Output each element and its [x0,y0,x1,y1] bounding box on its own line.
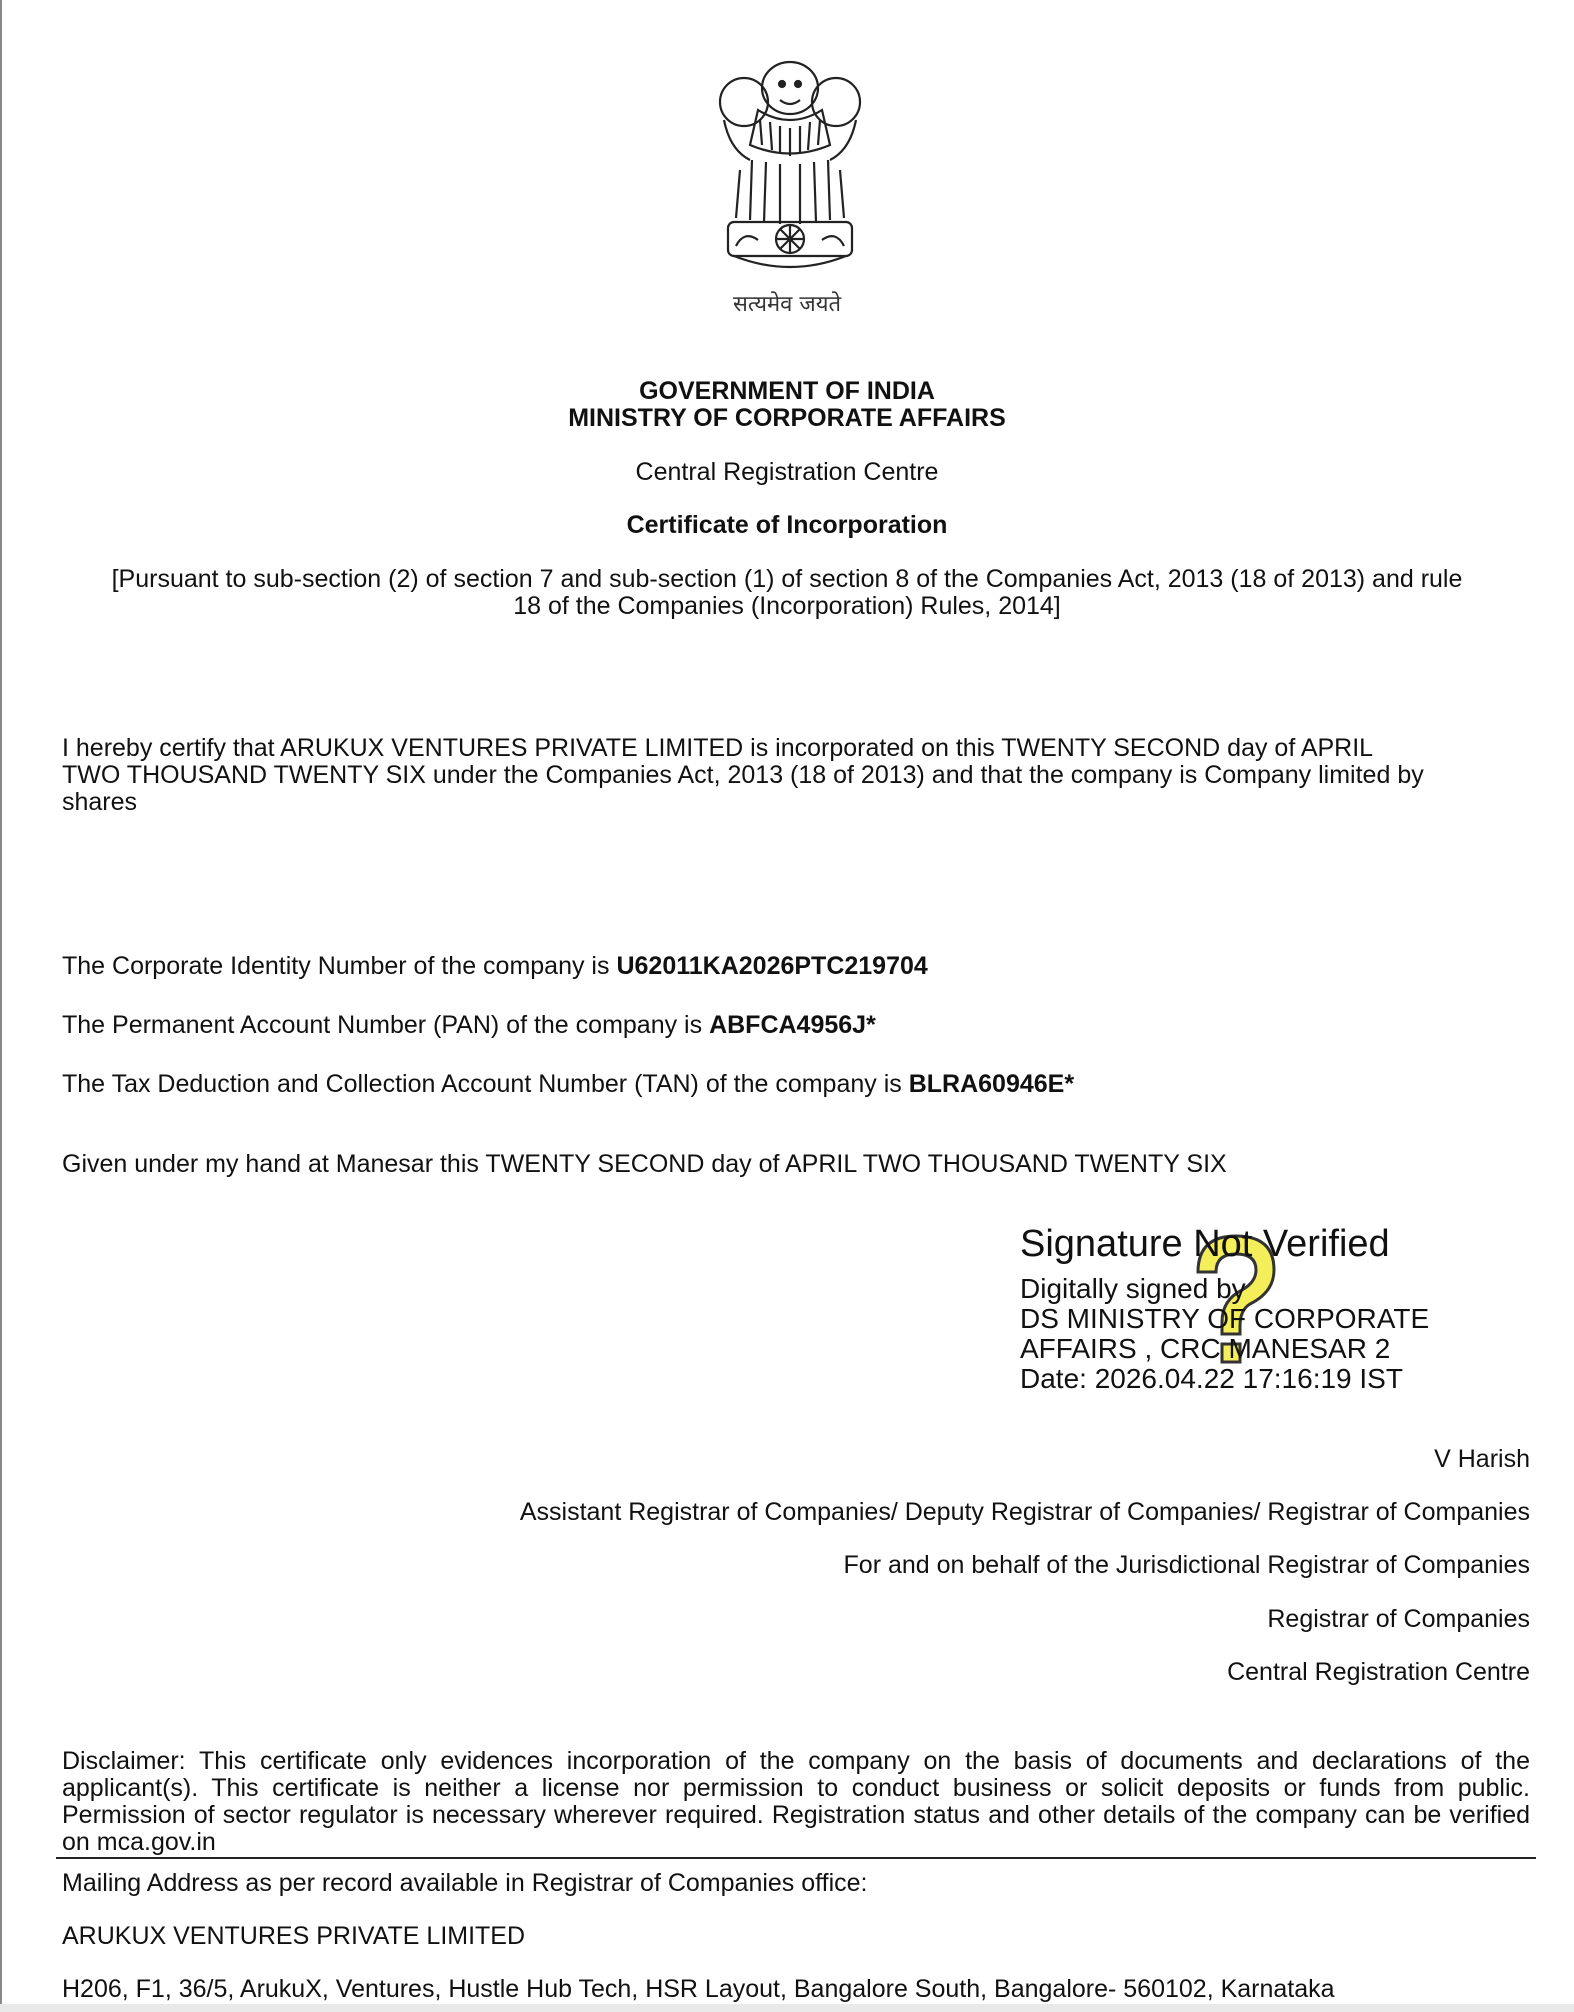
pan-label: The Permanent Account Number (PAN) of the company is [62,1011,703,1039]
pan-row [62,1012,876,1039]
govt-heading: GOVERNMENT OF INDIA [639,377,935,405]
tan-row [62,1071,1074,1098]
signatory-centre: Central Registration Centre [1227,1658,1530,1686]
signatory-office: Registrar of Companies [1267,1605,1530,1633]
page-bottom-edge [0,2004,1574,2012]
disclaimer [62,1748,1530,1856]
centre-heading: Central Registration Centre [635,458,939,486]
cin-label: The Corporate Identity Number of the company is [62,952,610,980]
pursuant-line-2: 18 of the Companies (Incorporation) Rules, 2014] [513,592,1061,620]
mailing-label: Mailing Address as per record available in Registrar of Companies office: [62,1869,868,1897]
emblem-motto: सत्यमेव जयते [732,292,842,317]
certify-line-1: I hereby certify that ARUKUX VENTURES PRIVATE LIMITED is incorporated on this TWENTY SECOND day of APRIL [62,734,1374,762]
cin-value: U62011KA2026PTC219704 [616,952,928,980]
tan-value: BLRA60946E* [908,1070,1075,1098]
signature-date: Date: 2026.04.22 17:16:19 IST [1020,1363,1403,1394]
signatory-behalf: For and on behalf of the Jurisdictional Registrar of Companies [843,1551,1530,1579]
pan-value: ABFCA4956J* [709,1011,876,1039]
signature-status: Signature Not Verified [1020,1223,1390,1265]
page-title: Certificate of Incorporation [626,511,948,539]
disclaimer-text: Disclaimer: This certificate only evidences incorporation of the company on the basis of documents and declarations of the applicant(s). This certificate is neither a license nor permission to conduct business or solicit deposits or funds from public. Permission of sector regulator is necessary wherever required. Registration status and other details of the company can be verified on [62,1747,1530,1856]
signature-line-1: Digitally signed by [1020,1273,1246,1304]
tan-label: The Tax Deduction and Collection Account Number (TAN) of the company is [62,1070,902,1098]
digital-signature-block [1020,1222,1500,1394]
signature-line-2: DS MINISTRY OF CORPORATE [1020,1303,1430,1334]
signature-line-3: AFFAIRS , CRC MANESAR 2 [1020,1333,1391,1364]
divider [56,1857,1536,1859]
certify-line-3: shares [62,788,138,816]
certify-line-2: TWO THOUSAND TWENTY SIX under the Companies Act, 2013 (18 of 2013) and that the company is Company limited by [62,761,1424,789]
signatory-designation: Assistant Registrar of Companies/ Deputy Registrar of Companies/ Registrar of Companies [519,1498,1530,1526]
cin-row [62,953,928,980]
mailing-company: ARUKUX VENTURES PRIVATE LIMITED [62,1922,526,1950]
signatory-name: V Harish [1434,1445,1530,1473]
mailing-address: H206, F1, 36/5, ArukuX, Ventures, Hustle Hub Tech, HSR Layout, Bangalore South, Bangalore- 560102, Karnataka [62,1975,1335,2003]
ashoka-emblem-icon [700,50,880,290]
ministry-heading: MINISTRY OF CORPORATE AFFAIRS [568,404,1006,432]
mca-link[interactable]: mca.gov.in [96,1828,216,1856]
given-under-hand: Given under my hand at Manesar this TWENTY SECOND day of APRIL TWO THOUSAND TWENTY SIX [62,1150,1227,1178]
pursuant-line-1: [Pursuant to sub-section (2) of section 7 and sub-section (1) of section 8 of the Companies Act, 2013 (18 of 2013) and rule [111,565,1463,593]
